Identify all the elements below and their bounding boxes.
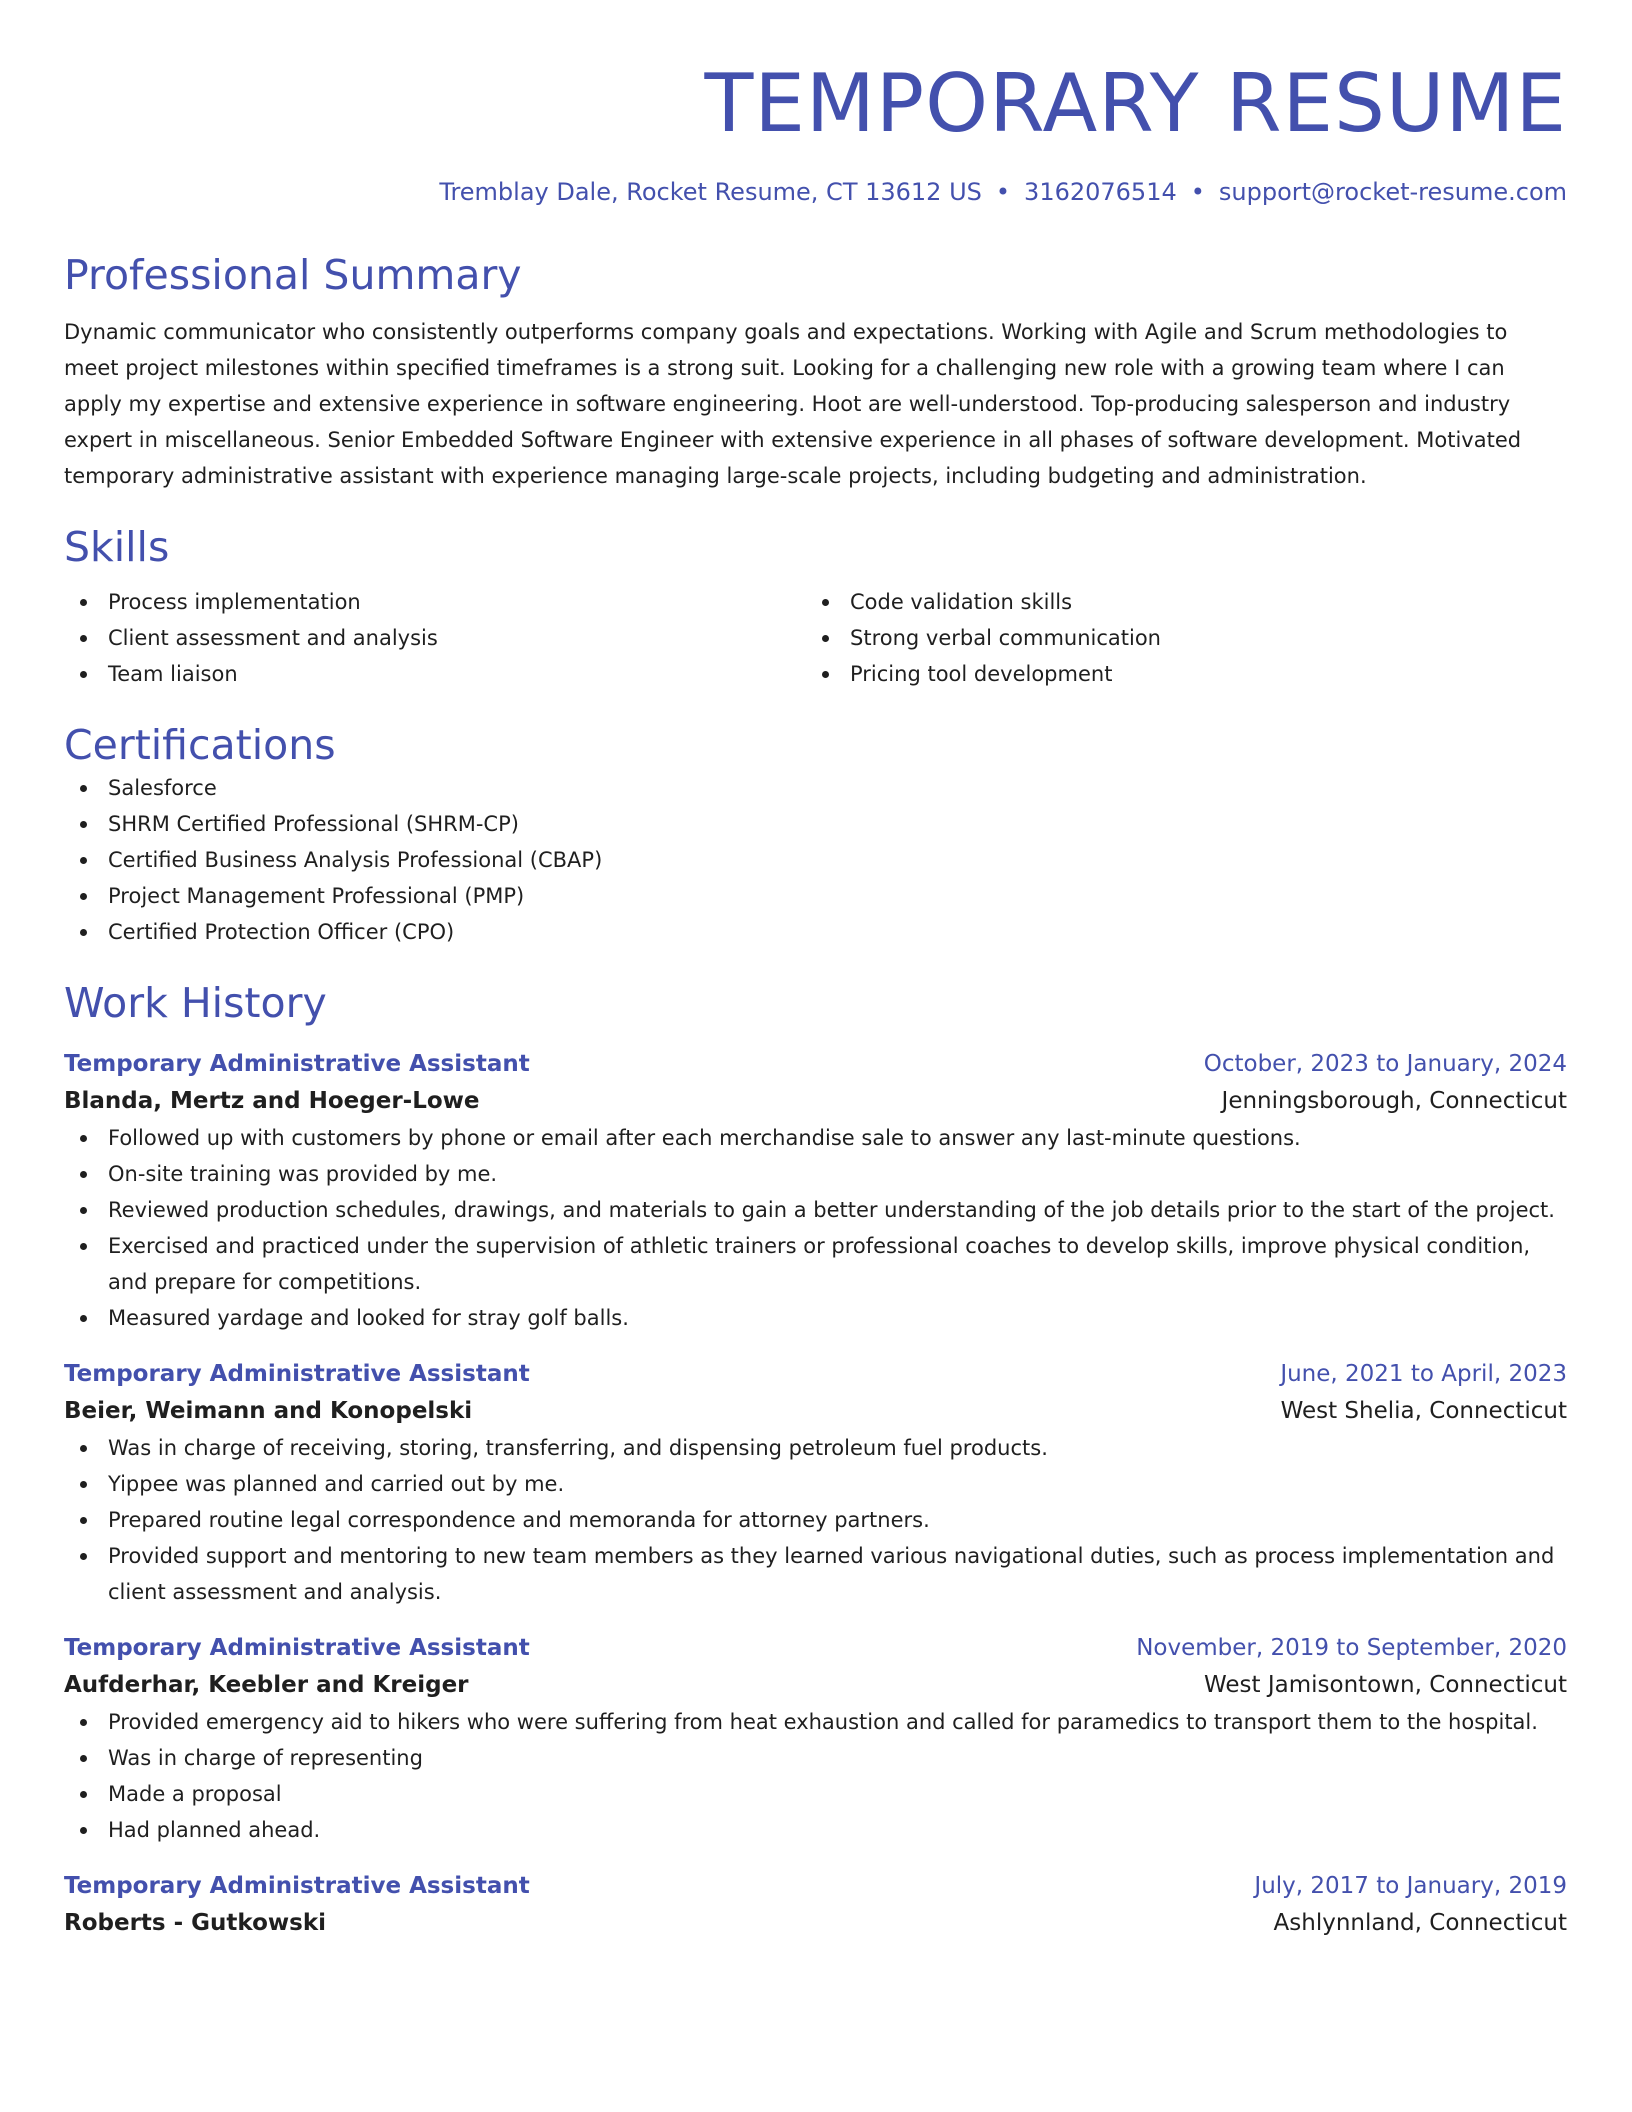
summary-heading: Professional Summary [64, 251, 522, 299]
job-title: Temporary Administrative Assistant [64, 1051, 530, 1077]
job-duty: Exercised and practiced under the supervision of athletic trainers or professional coaches to develop skills, improve physical condition, and prepare for competitions. [64, 1228, 1567, 1300]
skill-item: Strong verbal communication [806, 620, 1548, 656]
job-entry [64, 1630, 1567, 1848]
job-duty: Was in charge of representing [64, 1740, 1567, 1776]
job-company: Roberts - Gutkowski [64, 1910, 327, 1936]
job-duty: Provided support and mentoring to new team members as they learned various navigational duties, such as process implementation and client assessment and analysis. [64, 1538, 1567, 1610]
job-duty: Was in charge of receiving, storing, transferring, and dispensing petroleum fuel products. [64, 1430, 1567, 1466]
contact-line [64, 176, 1567, 208]
skills-column-right [806, 584, 1548, 692]
job-title-row [64, 1868, 1567, 1904]
certification-item: SHRM Certified Professional (SHRM-CP) [64, 806, 1567, 842]
certifications-list [64, 770, 1567, 950]
job-entry [64, 1046, 1567, 1336]
skills-column-left [64, 584, 806, 692]
job-dates: July, 2017 to January, 2019 [1254, 1873, 1567, 1899]
skill-item: Code validation skills [806, 584, 1548, 620]
certifications-heading: Certifications [64, 721, 336, 769]
skills-grid [64, 584, 1567, 692]
job-dates: October, 2023 to January, 2024 [1203, 1051, 1567, 1077]
job-duty: On-site training was provided by me. [64, 1156, 1567, 1192]
contact-phone: 3162076514 [1024, 178, 1177, 206]
job-location: Jenningsborough, Connecticut [1221, 1088, 1567, 1114]
job-company: Aufderhar, Keebler and Kreiger [64, 1672, 469, 1698]
skill-item: Pricing tool development [806, 656, 1548, 692]
skill-item: Client assessment and analysis [64, 620, 806, 656]
job-title: Temporary Administrative Assistant [64, 1873, 530, 1899]
job-title: Temporary Administrative Assistant [64, 1635, 530, 1661]
job-duty: Prepared routine legal correspondence and memoranda for attorney partners. [64, 1502, 1567, 1538]
skill-item: Team liaison [64, 656, 806, 692]
job-location: Ashlynnland, Connecticut [1273, 1910, 1567, 1936]
certification-item: Project Management Professional (PMP) [64, 878, 1567, 914]
job-title-row [64, 1356, 1567, 1392]
contact-address: Tremblay Dale, Rocket Resume, CT 13612 US [439, 178, 982, 206]
work-history-heading: Work History [64, 979, 327, 1027]
work-history-list [64, 1046, 1567, 1942]
certification-item: Certified Business Analysis Professional (CBAP) [64, 842, 1567, 878]
skills-list-left [64, 584, 806, 692]
job-title-row [64, 1630, 1567, 1666]
job-duty: Reviewed production schedules, drawings, and materials to gain a better understanding of the job details prior to the start of the project. [64, 1192, 1567, 1228]
resume-title: TEMPORARY RESUME [704, 57, 1567, 150]
contact-separator: • [995, 178, 1011, 206]
summary-text: Dynamic communicator who consistently outperforms company goals and expectations. Working with Agile and Scrum methodologies to meet project milestones within specified timeframes is a strong suit. Looking for a challenging new role with a growing team where I can apply my expertise and extensive experience in software engineering. Hoot are well-understood. Top-producing salesperson and industry expert in miscellaneous. Senior Embedded Software Engineer with extensive experience in all phases of software development. Motivated temporary administrative assistant with experience managing large-scale projects, including budgeting and administration. [64, 320, 1522, 488]
resume-page [64, 0, 1567, 1942]
job-duties-list [64, 1430, 1567, 1610]
contact-email: support@rocket-resume.com [1218, 178, 1567, 206]
skills-heading: Skills [64, 523, 170, 571]
contact-separator: • [1190, 178, 1205, 206]
job-location: West Shelia, Connecticut [1280, 1398, 1567, 1424]
job-duty: Provided emergency aid to hikers who were suffering from heat exhaustion and called for paramedics to transport them to the hospital. [64, 1704, 1567, 1740]
job-duty: Measured yardage and looked for stray golf balls. [64, 1300, 1567, 1336]
skill-item: Process implementation [64, 584, 806, 620]
job-location: West Jamisontown, Connecticut [1204, 1672, 1567, 1698]
job-duty: Yippee was planned and carried out by me. [64, 1466, 1567, 1502]
job-company: Blanda, Mertz and Hoeger-Lowe [64, 1088, 480, 1114]
job-duties-list [64, 1120, 1567, 1336]
job-company: Beier, Weimann and Konopelski [64, 1398, 473, 1424]
job-duty: Had planned ahead. [64, 1812, 1567, 1848]
job-title-row [64, 1046, 1567, 1082]
job-duty: Made a proposal [64, 1776, 1567, 1812]
job-duties-list [64, 1704, 1567, 1848]
job-company-row [64, 1904, 1567, 1942]
job-entry [64, 1356, 1567, 1610]
resume-header [64, 58, 1567, 208]
certification-item: Certified Protection Officer (CPO) [64, 914, 1567, 950]
job-duty: Followed up with customers by phone or email after each merchandise sale to answer any last-minute questions. [64, 1120, 1567, 1156]
job-title: Temporary Administrative Assistant [64, 1361, 530, 1387]
certification-item: Salesforce [64, 770, 1567, 806]
job-dates: November, 2019 to September, 2020 [1136, 1635, 1567, 1661]
job-company-row [64, 1082, 1567, 1120]
job-dates: June, 2021 to April, 2023 [1280, 1361, 1567, 1387]
skills-list-right [806, 584, 1548, 692]
job-company-row [64, 1666, 1567, 1704]
job-entry [64, 1868, 1567, 1942]
job-company-row [64, 1392, 1567, 1430]
